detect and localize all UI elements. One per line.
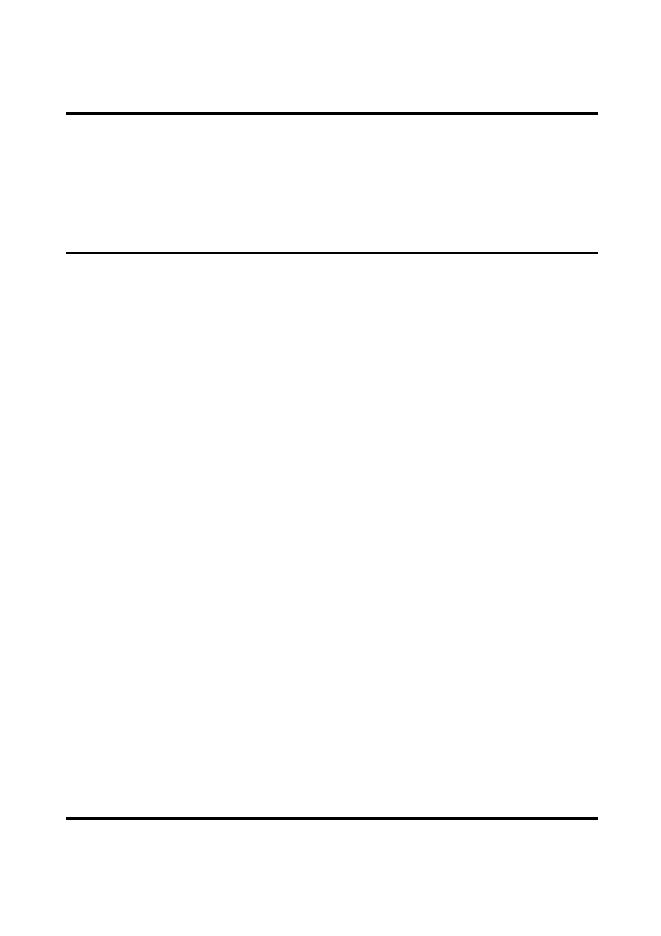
footer-rule (66, 817, 598, 820)
